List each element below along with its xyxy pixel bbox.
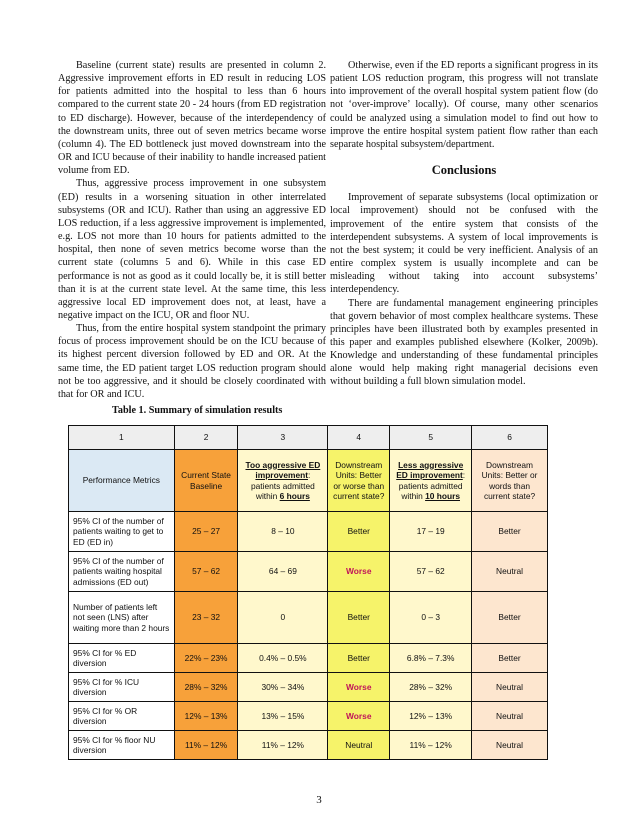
- aggressive-status-cell: Better: [328, 592, 390, 644]
- section-heading-conclusions: Conclusions: [431, 163, 497, 178]
- metric-cell: 95% CI of the number of patients waiting hospital admissions (ED out): [69, 552, 175, 592]
- metric-cell: 95% CI for % ICU diversion: [69, 673, 175, 702]
- baseline-cell: 28% – 32%: [174, 673, 238, 702]
- body-paragraph: Baseline (current state) results are presented in column 2. Aggressive improvement efforts in ED result in reducing LOS for patients admitted into the hospital to less than 6 hours compared to the current state 20 - 24 hours (from ED registration to ED discharge). However, because of the interdependency of the downstream units, three out of seven metrics became worse (column 4). The ED bottleneck just moved downstream into the OR and ICU because of their inability to handle increased patient volume from ED.: [58, 60, 326, 177]
- header-less-aggressive-text: patients admitted within: [398, 480, 463, 501]
- table-row: [69, 731, 548, 760]
- body-paragraph: There are fundamental management engineering principles that govern behavior of most complex healthcare systems. These principles have been illustrated both by examples presented in this paper and examples published elsewhere (Kolker, 2009b). Knowledge and understanding of these fundamental principles alone would help making right managerial decisions even without building a full blown simulation model.: [330, 297, 598, 388]
- column-number: 4: [328, 426, 390, 450]
- header-downstream-less: Downstream Units: Better or words than current state?: [472, 450, 548, 512]
- less-aggressive-cell: 0 – 3: [390, 592, 472, 644]
- less-status-cell: Neutral: [472, 702, 548, 731]
- header-row: [69, 450, 548, 512]
- less-status-cell: Better: [472, 512, 548, 552]
- header-current-state: Current State Baseline: [174, 450, 238, 512]
- less-status-cell: Neutral: [472, 552, 548, 592]
- table-caption: Table 1. Summary of simulation results: [112, 405, 283, 416]
- less-status-cell: Neutral: [472, 673, 548, 702]
- page-number: 3: [316, 794, 322, 806]
- aggressive-status-cell: Worse: [328, 552, 390, 592]
- aggressive-cell: 11% – 12%: [238, 731, 328, 760]
- aggressive-cell: 13% – 15%: [238, 702, 328, 731]
- aggressive-cell: 64 – 69: [238, 552, 328, 592]
- baseline-cell: 57 – 62: [174, 552, 238, 592]
- table-row: [69, 592, 548, 644]
- header-less-aggressive-title: Less aggressive ED improvement: [396, 459, 464, 480]
- baseline-cell: 12% – 13%: [174, 702, 238, 731]
- table-row: [69, 702, 548, 731]
- header-colon: :: [462, 470, 466, 480]
- less-status-cell: Better: [472, 644, 548, 673]
- header-too-aggressive-hours: 6 hours: [279, 491, 310, 501]
- header-less-aggressive-hours: 10 hours: [425, 491, 460, 501]
- body-paragraph: Improvement of separate subsystems (local optimization or local improvement) should not be confused with the improvement of the entire system that consists of the interdependent subsystems. A system of local improvements is not the best system; it could be very inefficient. Analysis of an entire complex system is usually incomplete and can be misleading without taking into account subsystems’ interdependency.: [330, 192, 598, 296]
- column-number: 6: [472, 426, 548, 450]
- metric-cell: 95% CI for % floor NU diversion: [69, 731, 175, 760]
- right-column: [330, 59, 598, 389]
- table-row: [69, 552, 548, 592]
- baseline-cell: 22% – 23%: [174, 644, 238, 673]
- column-number: 3: [238, 426, 328, 450]
- aggressive-status-cell: Worse: [328, 673, 390, 702]
- aggressive-status-cell: Better: [328, 644, 390, 673]
- column-number: 5: [390, 426, 472, 450]
- simulation-results-table: [68, 425, 548, 760]
- table-row: [69, 673, 548, 702]
- aggressive-cell: 0: [238, 592, 328, 644]
- aggressive-cell: 30% – 34%: [238, 673, 328, 702]
- aggressive-status-cell: Worse: [328, 702, 390, 731]
- baseline-cell: 11% – 12%: [174, 731, 238, 760]
- metric-cell: Number of patients left not seen (LNS) after waiting more than 2 hours: [69, 592, 175, 644]
- aggressive-cell: 0.4% – 0.5%: [238, 644, 328, 673]
- body-paragraph: Otherwise, even if the ED reports a significant progress in its patient LOS reduction program, this progress will not translate into improvement of the overall hospital system patient flow (do not ‘over-improve’ locally). Of course, many other scenarios could be analyzed using a simulation model to find out how to improve the entire hospital system patient flow rather than each separate hospital subsystem/department.: [330, 60, 598, 150]
- aggressive-cell: 8 – 10: [238, 512, 328, 552]
- body-paragraph: Thus, aggressive process improvement in one subsystem (ED) results in a worsening situation in other interrelated subsystems (OR and ICU). Rather than using an aggressive ED LOS reduction, if a less aggressive improvement is implemented, e.g. LOS not more than 10 hours for patients admitted to the hospital, then none of seven metrics become worse than the current state (columns 5 and 6). While in this case ED performance is not as good as it could locally be, it is still better than it is at the current state level. At the same time, this less aggressive local ED improvement does not, at least, have a negative impact on the ICU, OR and floor NU.: [58, 178, 326, 321]
- baseline-cell: 23 – 32: [174, 592, 238, 644]
- baseline-cell: 25 – 27: [174, 512, 238, 552]
- table-row: [69, 512, 548, 552]
- metric-cell: 95% CI for % OR diversion: [69, 702, 175, 731]
- less-aggressive-cell: 17 – 19: [390, 512, 472, 552]
- metric-cell: 95% CI of the number of patients waiting to get to ED (ED in): [69, 512, 175, 552]
- aggressive-status-cell: Better: [328, 512, 390, 552]
- less-aggressive-cell: 6.8% – 7.3%: [390, 644, 472, 673]
- header-performance-metrics: Performance Metrics: [69, 450, 175, 512]
- metric-cell: 95% CI for % ED diversion: [69, 644, 175, 673]
- less-aggressive-cell: 28% – 32%: [390, 673, 472, 702]
- header-too-aggressive-text: patients admitted within: [250, 480, 315, 501]
- header-too-aggressive: [238, 450, 328, 512]
- header-too-aggressive-title: Too aggressive ED improvement: [245, 459, 321, 480]
- less-aggressive-cell: 12% – 13%: [390, 702, 472, 731]
- column-number: 2: [174, 426, 238, 450]
- table-row: [69, 644, 548, 673]
- column-number-row: [69, 426, 548, 450]
- header-less-aggressive: [390, 450, 472, 512]
- less-status-cell: Better: [472, 592, 548, 644]
- header-downstream-aggressive: Downstream Units: Better or worse than current state?: [328, 450, 390, 512]
- header-colon: :: [308, 470, 311, 480]
- left-column: [58, 59, 326, 401]
- body-paragraph: Thus, from the entire hospital system standpoint the primary focus of process improvement should be on the ICU because of its highest percent diversion followed by ED and OR. At the same time, the ED patient target LOS reduction program should not be too aggressive, and it should be closely coordinated with that for OR and ICU.: [58, 323, 326, 400]
- column-number: 1: [69, 426, 175, 450]
- less-status-cell: Neutral: [472, 731, 548, 760]
- less-aggressive-cell: 57 – 62: [390, 552, 472, 592]
- less-aggressive-cell: 11% – 12%: [390, 731, 472, 760]
- aggressive-status-cell: Neutral: [328, 731, 390, 760]
